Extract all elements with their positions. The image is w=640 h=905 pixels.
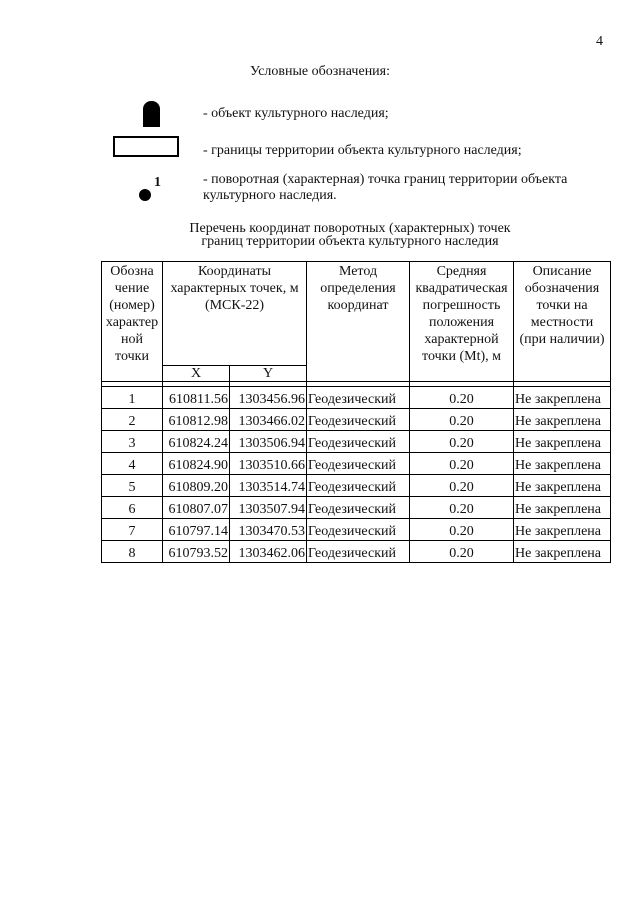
y-coordinate-cell: 1303466.02 xyxy=(230,409,307,431)
description-cell: Не закреплена xyxy=(514,541,611,563)
y-coordinate-cell: 1303470.53 xyxy=(230,519,307,541)
legend-boundary-text: - границы территории объекта культурного наследия; xyxy=(203,143,522,158)
method-cell: Геодезический xyxy=(307,475,410,497)
x-coordinate-cell: 610797.14 xyxy=(163,519,230,541)
header-method: Метод определения координат xyxy=(307,262,410,382)
description-cell: Не закреплена xyxy=(514,475,611,497)
description-cell: Не закреплена xyxy=(514,453,611,475)
heritage-object-icon xyxy=(143,101,160,127)
header-description: Описание обозначения точки на местности (при наличии) xyxy=(514,262,611,382)
table-title-line1: Перечень координат поворотных (характерных) точек xyxy=(189,221,511,236)
table-title-line2: границ территории объекта культурного наследия xyxy=(201,234,499,249)
turning-point-sample-number: 1 xyxy=(154,175,161,190)
boundary-rectangle-icon xyxy=(113,136,179,157)
error-cell: 0.20 xyxy=(410,453,514,475)
page-number: 4 xyxy=(596,34,603,49)
method-cell: Геодезический xyxy=(307,387,410,409)
legend-point-text-line1: - поворотная (характерная) точка границ территории объекта xyxy=(203,172,568,187)
table-row xyxy=(102,387,611,409)
table-row xyxy=(102,519,611,541)
point-number-cell: 4 xyxy=(102,453,163,475)
y-coordinate-cell: 1303507.94 xyxy=(230,497,307,519)
method-cell: Геодезический xyxy=(307,409,410,431)
point-number-cell: 5 xyxy=(102,475,163,497)
point-number-cell: 2 xyxy=(102,409,163,431)
point-number-cell: 7 xyxy=(102,519,163,541)
turning-point-icon xyxy=(139,189,151,201)
y-coordinate-cell: 1303506.94 xyxy=(230,431,307,453)
error-cell: 0.20 xyxy=(410,475,514,497)
legend-title: Условные обозначения: xyxy=(249,64,391,79)
x-coordinate-cell: 610824.24 xyxy=(163,431,230,453)
error-cell: 0.20 xyxy=(410,431,514,453)
description-cell: Не закреплена xyxy=(514,519,611,541)
method-cell: Геодезический xyxy=(307,541,410,563)
method-cell: Геодезический xyxy=(307,497,410,519)
method-cell: Геодезический xyxy=(307,519,410,541)
description-cell: Не закреплена xyxy=(514,409,611,431)
table-row xyxy=(102,541,611,563)
point-number-cell: 1 xyxy=(102,387,163,409)
x-coordinate-cell: 610807.07 xyxy=(163,497,230,519)
table-row xyxy=(102,453,611,475)
error-cell: 0.20 xyxy=(410,497,514,519)
description-cell: Не закреплена xyxy=(514,387,611,409)
description-cell: Не закреплена xyxy=(514,497,611,519)
point-number-cell: 3 xyxy=(102,431,163,453)
y-coordinate-cell: 1303510.66 xyxy=(230,453,307,475)
table-row xyxy=(102,409,611,431)
table-row xyxy=(102,497,611,519)
method-cell: Геодезический xyxy=(307,431,410,453)
header-y: Y xyxy=(230,366,307,382)
header-point-id: Обозна чение (номер) характер ной точки xyxy=(102,262,163,382)
error-cell: 0.20 xyxy=(410,541,514,563)
error-cell: 0.20 xyxy=(410,519,514,541)
table-row xyxy=(102,475,611,497)
legend-heritage-text: - объект культурного наследия; xyxy=(203,106,389,121)
point-number-cell: 8 xyxy=(102,541,163,563)
coordinates-table xyxy=(101,261,611,563)
x-coordinate-cell: 610793.52 xyxy=(163,541,230,563)
table-row xyxy=(102,431,611,453)
description-cell: Не закреплена xyxy=(514,431,611,453)
error-cell: 0.20 xyxy=(410,387,514,409)
y-coordinate-cell: 1303514.74 xyxy=(230,475,307,497)
x-coordinate-cell: 610812.98 xyxy=(163,409,230,431)
y-coordinate-cell: 1303456.96 xyxy=(230,387,307,409)
header-error: Средняя квадратическая погрешность положения характерной точки (Mt), м xyxy=(410,262,514,382)
header-x: X xyxy=(163,366,230,382)
legend-point-text-line2: культурного наследия. xyxy=(203,188,337,203)
point-number-cell: 6 xyxy=(102,497,163,519)
x-coordinate-cell: 610824.90 xyxy=(163,453,230,475)
method-cell: Геодезический xyxy=(307,453,410,475)
x-coordinate-cell: 610811.56 xyxy=(163,387,230,409)
y-coordinate-cell: 1303462.06 xyxy=(230,541,307,563)
header-coordinates: Координаты характерных точек, м (МСК-22) xyxy=(163,262,307,366)
x-coordinate-cell: 610809.20 xyxy=(163,475,230,497)
error-cell: 0.20 xyxy=(410,409,514,431)
